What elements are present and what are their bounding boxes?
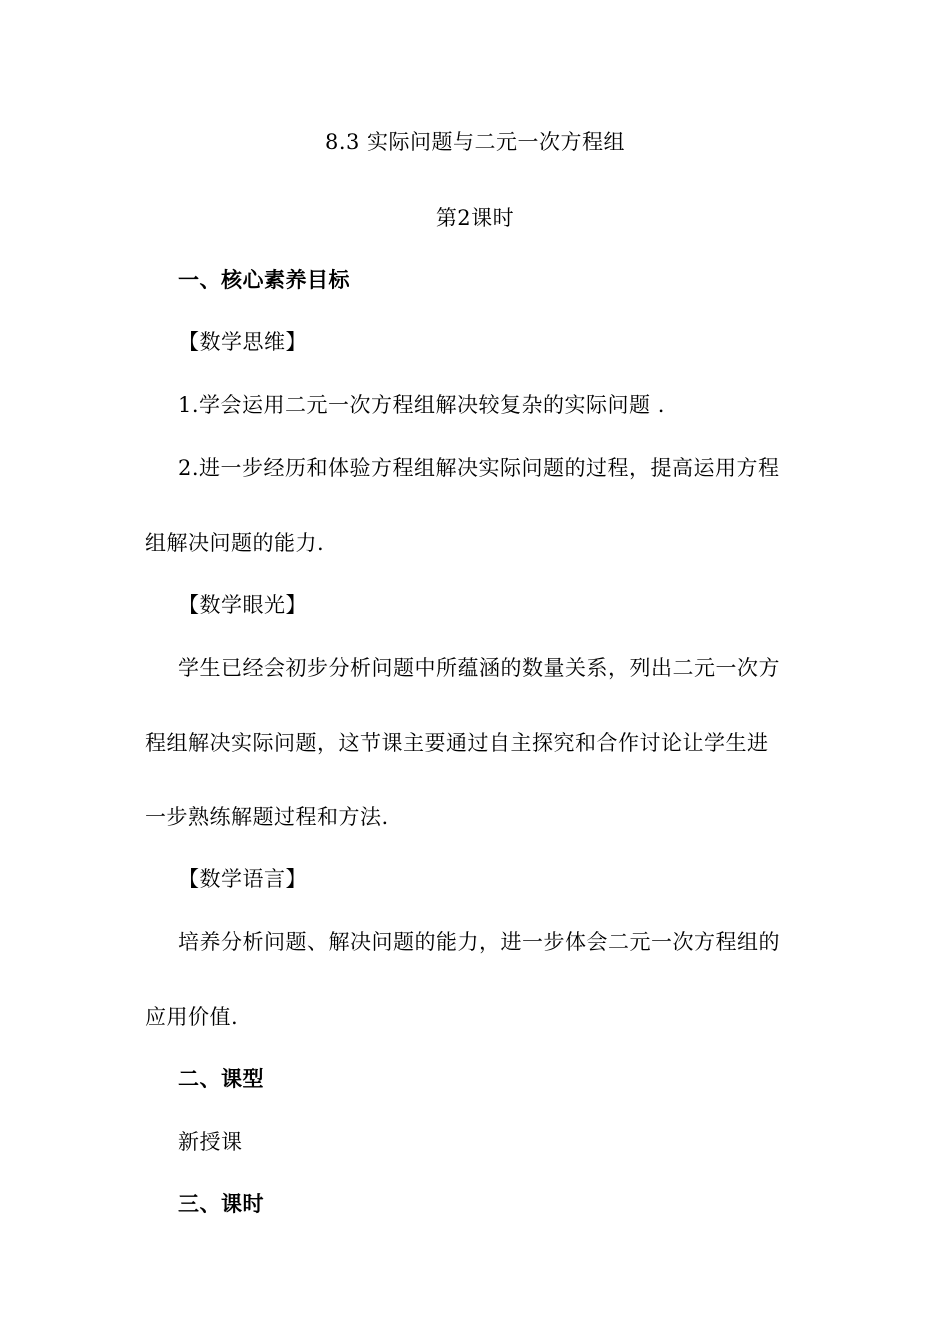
label-math-language: 【数学语言】 (178, 867, 307, 891)
lesson-type-content: 新授课 (178, 1130, 243, 1154)
section-heading-lesson-hours: 三、课时 (178, 1191, 264, 1216)
label-math-vision: 【数学眼光】 (178, 593, 307, 617)
math-thinking-item-1: 1.学会运用二元一次方程组解决较复杂的实际问题 . (178, 393, 665, 417)
label-math-thinking: 【数学思维】 (178, 330, 307, 354)
math-thinking-item-2-line-2: 组解决问题的能力. (145, 531, 325, 555)
section-heading-core-goals: 一、核心素养目标 (178, 267, 350, 292)
math-language-line-1: 培养分析问题、解决问题的能力，进一步体会二元一次方程组的 (178, 930, 780, 954)
math-language-line-2: 应用价值. (145, 1005, 239, 1029)
math-vision-line-1: 学生已经会初步分析问题中所蕴涵的数量关系，列出二元一次方 (178, 656, 780, 680)
document-title: 8.3 实际问题与二元一次方程组 (324, 130, 626, 154)
section-heading-lesson-type: 二、课型 (178, 1066, 264, 1091)
document-subtitle: 第2课时 (435, 206, 515, 230)
math-vision-line-3: 一步熟练解题过程和方法. (145, 805, 389, 829)
math-thinking-item-2-line-1: 2.进一步经历和体验方程组解决实际问题的过程，提高运用方程 (178, 456, 780, 480)
math-vision-line-2: 程组解决实际问题，这节课主要通过自主探究和合作讨论让学生进 (145, 731, 769, 755)
